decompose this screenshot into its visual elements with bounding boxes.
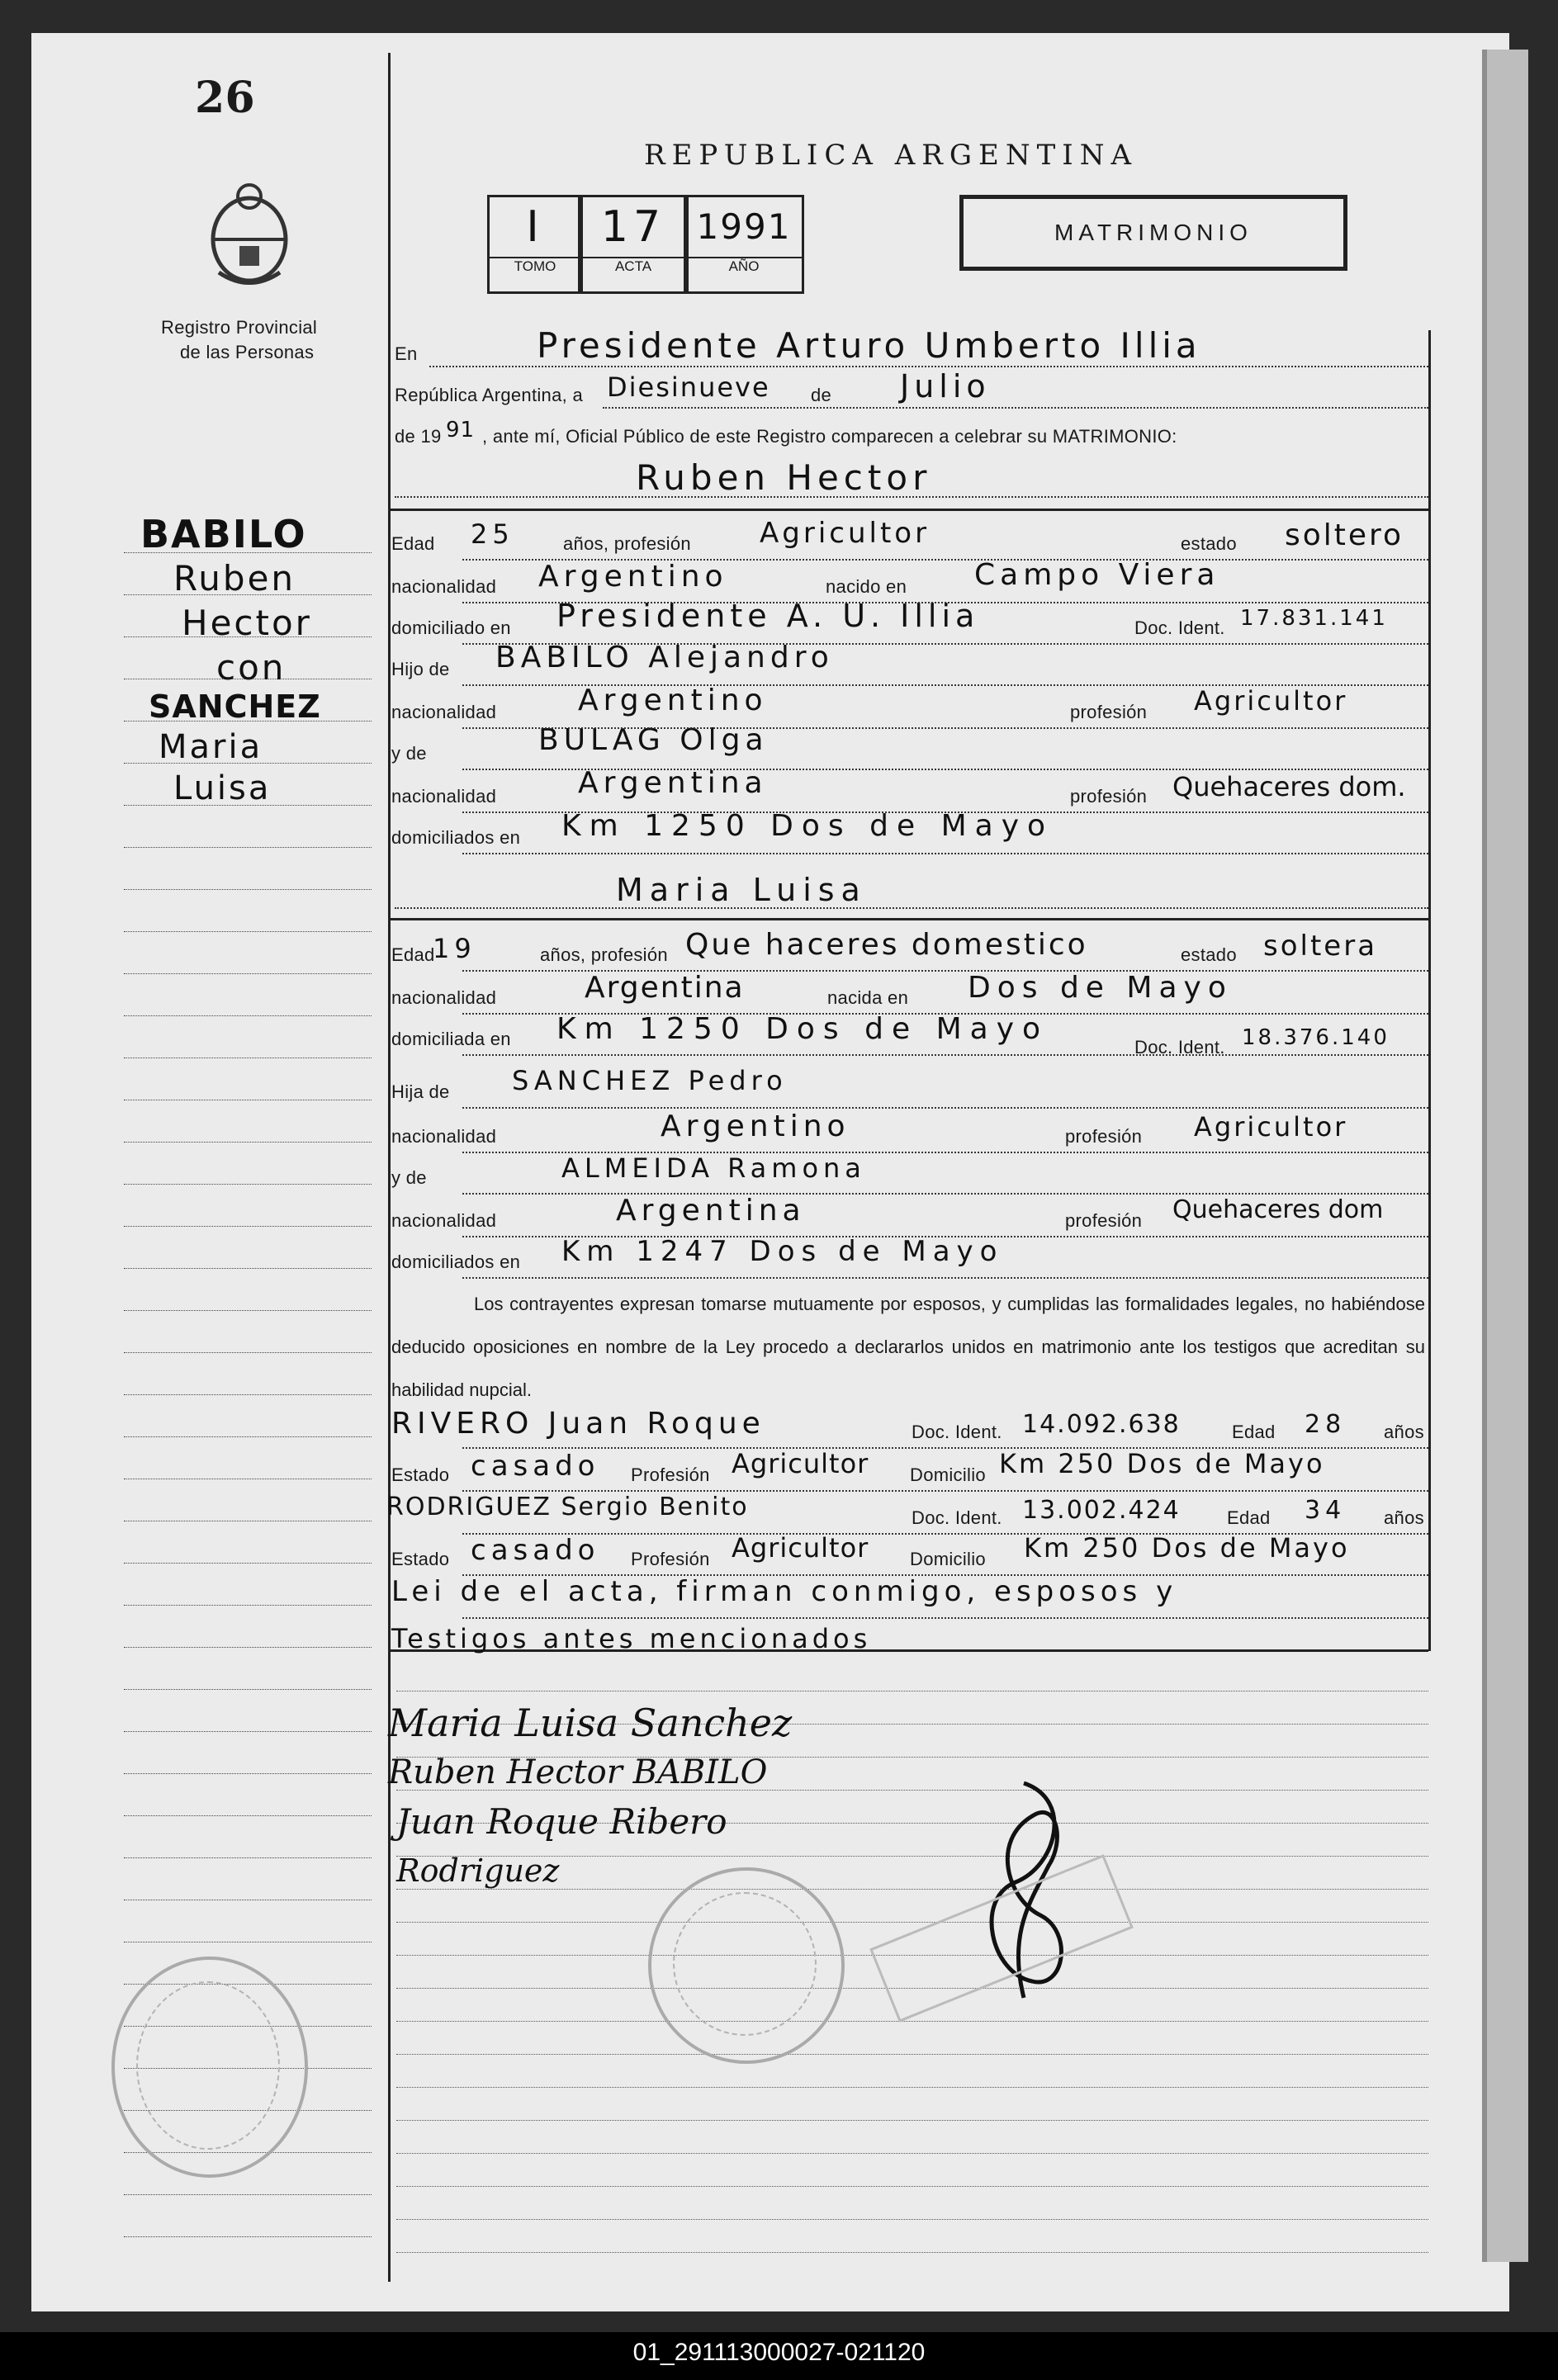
year-suffix: 91 <box>446 418 476 442</box>
left-margin-line <box>388 53 391 2282</box>
coat-of-arms-icon <box>202 182 297 289</box>
field-rule <box>462 601 1428 603</box>
bride-birthplace: Dos de Mayo <box>968 971 1233 1005</box>
margin-rule <box>124 1520 372 1521</box>
bride-father: SANCHEZ Pedro <box>512 1065 788 1096</box>
bride-section-rule <box>388 918 1428 920</box>
book-binding <box>1482 50 1528 2262</box>
witness2-age: 34 <box>1305 1496 1347 1525</box>
month-value: Julio <box>900 368 991 405</box>
margin-rule <box>124 2193 372 2195</box>
signature-groom: Ruben Hector BABILO <box>388 1753 768 1791</box>
blank-rule <box>396 2252 1428 2253</box>
sidebar-con: con <box>216 647 287 688</box>
sidebar-bride-second: Luisa <box>173 769 272 807</box>
margin-rule <box>124 1772 372 1774</box>
page-number: 26 <box>195 73 255 123</box>
declaration-text: Los contrayentes expresan tomarse mutuamente por esposos, y cumplidas las formalidades legales, no habiéndose deducido oposiciones en nombre de la Ley procedo a declararlos unidos en matrimonio ante los testigos que acreditan su habilidad nupcial. <box>391 1294 1425 1400</box>
witness2-doc: 13.002.424 <box>1022 1496 1181 1525</box>
groom-doc: 17.831.141 <box>1240 606 1388 631</box>
bride-nationality: Argentina <box>585 971 745 1005</box>
anio-cell: 1991 AÑO <box>684 195 804 294</box>
margin-rule <box>124 930 372 932</box>
groom-mother: BULAG Olga <box>538 723 769 757</box>
field-rule <box>462 1106 1428 1109</box>
margin-rule <box>124 846 372 848</box>
margin-rule <box>124 1267 372 1269</box>
bride-parents-address: Km 1247 Dos de Mayo <box>561 1235 1004 1268</box>
sidebar-second-name: Hector <box>182 603 312 643</box>
witness1-status: casado <box>471 1450 600 1483</box>
bride-father-nationality: Argentino <box>661 1110 850 1143</box>
margin-rule <box>124 1141 372 1143</box>
field-rule <box>462 726 1428 729</box>
sidebar-surname: BABILO <box>140 512 307 556</box>
sidebar-bride-first: Maria <box>159 728 263 766</box>
margin-rule <box>124 1351 372 1353</box>
blank-rule <box>396 2186 1428 2187</box>
registry-line2: de las Personas <box>180 342 315 362</box>
margin-rule <box>124 1646 372 1648</box>
bride-mother-nationality: Argentina <box>616 1194 806 1228</box>
acta-cell: 17 ACTA <box>578 195 689 294</box>
blank-rule <box>396 1922 1428 1923</box>
witness2-address: Km 250 Dos de Mayo <box>1024 1532 1350 1564</box>
field-rule <box>462 1573 1428 1576</box>
bride-mother-profession: Quehaceres dom <box>1172 1195 1384 1224</box>
closing-line-2: Testigos antes mencionados <box>391 1623 872 1654</box>
groom-status: soltero <box>1285 518 1404 552</box>
field-rule <box>462 558 1428 561</box>
field-rule <box>462 1276 1428 1279</box>
record-type-box: MATRIMONIO <box>959 195 1347 271</box>
groom-birthplace: Campo Viera <box>974 558 1220 592</box>
bride-age: 19 <box>433 933 476 964</box>
blank-rule <box>396 2054 1428 2055</box>
blank-rule <box>396 2219 1428 2220</box>
witness1-doc: 14.092.638 <box>1022 1410 1181 1439</box>
field-rule <box>462 684 1428 686</box>
margin-rule <box>124 888 372 890</box>
margin-rule <box>124 1183 372 1185</box>
field-rule <box>462 768 1428 770</box>
republica-label: República Argentina, a <box>395 385 583 405</box>
field-rule <box>462 1192 1428 1195</box>
witness2-status: casado <box>471 1534 600 1567</box>
groom-address: Presidente A. U. Illia <box>556 598 980 634</box>
field-rule <box>462 642 1428 645</box>
field-rule <box>462 1532 1428 1535</box>
blank-rule <box>396 2120 1428 2121</box>
margin-rule <box>124 1604 372 1606</box>
groom-mother-profession: Quehaceres dom. <box>1172 771 1406 802</box>
margin-rule <box>124 1899 372 1900</box>
field-rule <box>462 1053 1428 1056</box>
margin-rule <box>124 1478 372 1479</box>
country-title: REPUBLICA ARGENTINA <box>644 139 1139 172</box>
margin-rule <box>124 1393 372 1395</box>
registry-line1: Registro Provincial <box>161 317 318 338</box>
margin-rule <box>124 972 372 974</box>
groom-father-nationality: Argentino <box>578 684 768 717</box>
blank-rule <box>396 2021 1428 2022</box>
witness1-address: Km 250 Dos de Mayo <box>999 1448 1325 1479</box>
margin-rule <box>124 2236 372 2237</box>
witness1-name: RIVERO Juan Roque <box>391 1407 765 1441</box>
day-value: Diesinueve <box>607 371 770 403</box>
witness2-name: RODRIGUEZ Sergio Benito <box>386 1493 749 1521</box>
field-rule <box>462 969 1428 972</box>
margin-rule <box>124 1099 372 1100</box>
witness1-profession: Agricultor <box>732 1448 869 1479</box>
signature-witness1: Juan Roque Ribero <box>396 1801 727 1842</box>
sidebar-first-name: Ruben <box>173 558 296 599</box>
signature-witness2: Rodriguez <box>396 1852 560 1889</box>
witness2-profession: Agricultor <box>732 1532 869 1564</box>
field-rule <box>462 1012 1428 1015</box>
margin-rule <box>124 1309 372 1311</box>
groom-profession: Agricultor <box>760 517 931 550</box>
witness1-age: 28 <box>1305 1410 1347 1439</box>
image-identifier: 01_291113000027-021120 <box>632 2339 926 2366</box>
blank-rule <box>396 2087 1428 2088</box>
de-label: de <box>811 385 832 405</box>
field-rule <box>462 811 1428 813</box>
bride-mother: ALMEIDA Ramona <box>561 1152 866 1184</box>
closing-line-1: Lei de el acta, firman conmigo, esposos y <box>391 1575 1178 1608</box>
groom-father: BABILO Alejandro <box>495 641 834 674</box>
groom-given-name: Ruben Hector <box>636 457 932 498</box>
blank-rule <box>396 1691 1428 1692</box>
groom-age: 25 <box>471 518 514 550</box>
field-rule <box>462 1151 1428 1153</box>
groom-parents-address: Km 1250 Dos de Mayo <box>561 809 1054 843</box>
margin-rule <box>124 1015 372 1016</box>
margin-rule <box>124 1857 372 1858</box>
groom-father-profession: Agricultor <box>1194 685 1348 717</box>
signature-bride: Maria Luisa Sanchez <box>388 1701 793 1745</box>
tomo-cell: I TOMO <box>487 195 583 294</box>
margin-rule <box>124 1688 372 1690</box>
field-rule <box>462 852 1428 854</box>
bride-status: soltera <box>1263 930 1378 963</box>
field-rule <box>462 1446 1428 1449</box>
groom-section-rule <box>388 509 1428 511</box>
year-prefix: de 19 <box>395 426 442 447</box>
margin-rule <box>124 1562 372 1564</box>
place-value: Presidente Arturo Umberto Illia <box>537 325 1201 366</box>
field-rule <box>462 1489 1428 1492</box>
margin-rule <box>124 1225 372 1227</box>
bride-father-profession: Agricultor <box>1194 1111 1348 1143</box>
bride-given-name: Maria Luisa <box>616 872 867 908</box>
field-rule <box>462 1235 1428 1237</box>
bride-profession: Que haceres domestico <box>685 928 1088 962</box>
margin-rule <box>124 1730 372 1732</box>
en-label: En <box>395 343 418 364</box>
blank-rule <box>396 2153 1428 2154</box>
field-rule <box>462 1616 1428 1619</box>
blank-rule <box>396 1889 1428 1890</box>
bride-address: Km 1250 Dos de Mayo <box>556 1012 1049 1046</box>
bride-doc: 18.376.140 <box>1242 1025 1390 1050</box>
margin-rule <box>124 1057 372 1058</box>
groom-nationality: Argentino <box>538 560 728 594</box>
groom-mother-nationality: Argentina <box>578 766 768 800</box>
sidebar-bride-surname: SANCHEZ <box>149 688 321 725</box>
comparecen-text: , ante mí, Oficial Público de este Registro comparecen a celebrar su MATRIMONIO: <box>482 426 1177 447</box>
margin-rule <box>124 1941 372 1942</box>
right-margin-line <box>1428 330 1431 1651</box>
margin-rule <box>124 1815 372 1816</box>
margin-rule <box>124 1436 372 1437</box>
